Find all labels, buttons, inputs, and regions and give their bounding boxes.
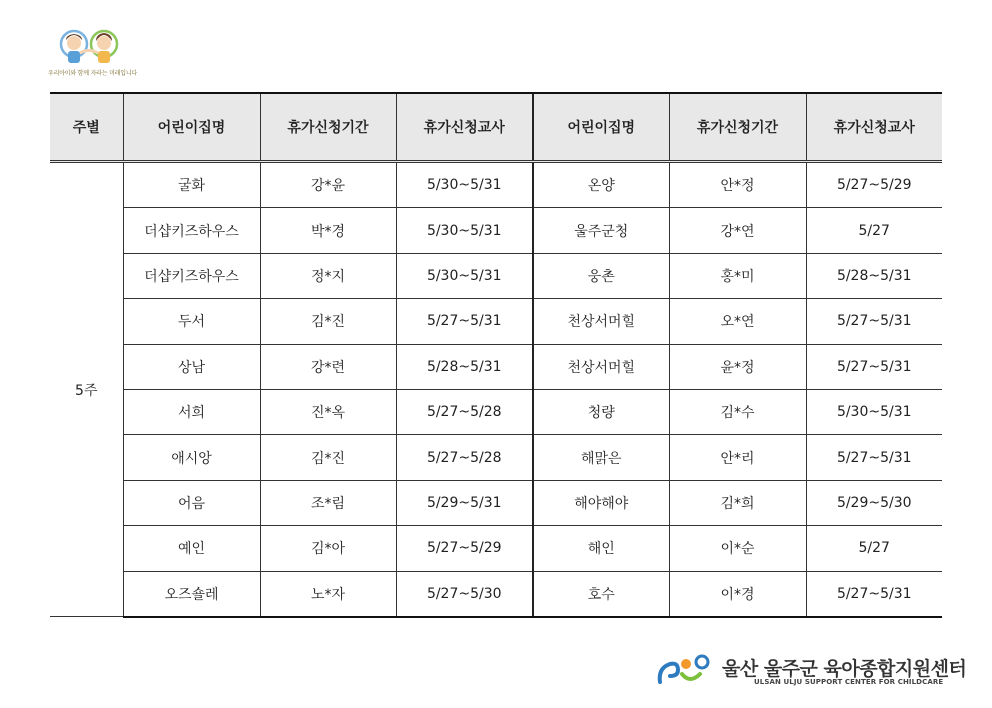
daycare-name: 오즈숄레 [123,571,260,617]
vacation-period: 5/27~5/29 [806,162,942,208]
week-cell: 5주 [50,162,123,617]
vacation-period: 5/30~5/31 [396,253,533,298]
vacation-period: 5/30~5/31 [396,162,533,208]
teacher-name: 정*지 [260,253,396,298]
vacation-period: 5/28~5/31 [806,253,942,298]
vacation-period: 5/27~5/30 [396,571,533,617]
vacation-period: 5/27~5/31 [396,299,533,344]
vacation-schedule-table [50,92,942,618]
table-row [50,344,942,389]
vacation-period: 5/30~5/31 [396,208,533,253]
daycare-name: 상남 [123,344,260,389]
daycare-name: 천상서머힐 [533,299,669,344]
table-row [50,526,942,571]
teacher-name: 오*연 [669,299,806,344]
daycare-name: 청량 [533,389,669,434]
center-logo-icon [656,652,712,688]
vacation-period: 5/29~5/30 [806,480,942,525]
teacher-name: 김*진 [260,299,396,344]
daycare-name: 예인 [123,526,260,571]
vacation-period: 5/27~5/31 [806,344,942,389]
daycare-name: 서희 [123,389,260,434]
vacation-period: 5/27 [806,208,942,253]
teacher-name: 안*정 [669,162,806,208]
vacation-period: 5/27~5/31 [806,299,942,344]
teacher-name: 김*진 [260,435,396,480]
vacation-period: 5/30~5/31 [806,389,942,434]
teacher-name: 김*희 [669,480,806,525]
vacation-period: 5/27~5/28 [396,389,533,434]
org-name: 울산 울주군 육아종합지원센터 [722,658,967,680]
daycare-name: 두서 [123,299,260,344]
vacation-period: 5/27 [806,526,942,571]
table-row [50,389,942,434]
footer-org-logo [656,652,967,692]
vacation-period: 5/27~5/31 [806,571,942,617]
daycare-name: 어음 [123,480,260,525]
table-row [50,162,942,208]
daycare-name: 웅촌 [533,253,669,298]
column-header-daycare-left: 어린이집명 [123,93,260,162]
daycare-name: 울주군청 [533,208,669,253]
daycare-name: 더샵키즈하우스 [123,208,260,253]
table-header-row [50,93,942,162]
teacher-name: 이*순 [669,526,806,571]
table-row [50,208,942,253]
column-header-daycare-right: 어린이집명 [533,93,669,162]
daycare-name: 애시앙 [123,435,260,480]
vacation-period: 5/29~5/31 [396,480,533,525]
teacher-name: 김*수 [669,389,806,434]
teacher-name: 김*아 [260,526,396,571]
teacher-name: 노*자 [260,571,396,617]
teacher-name: 조*림 [260,480,396,525]
table-row [50,571,942,617]
vacation-period: 5/27~5/29 [396,526,533,571]
column-header-teacher-right: 휴가신청기간 [669,93,806,162]
column-header-period-left: 휴가신청교사 [396,93,533,162]
daycare-name: 해인 [533,526,669,571]
daycare-name: 천상서머힐 [533,344,669,389]
column-header-teacher-left: 휴가신청기간 [260,93,396,162]
teacher-name: 안*리 [669,435,806,480]
teacher-name: 윤*정 [669,344,806,389]
vacation-period: 5/28~5/31 [396,344,533,389]
table-row [50,253,942,298]
vacation-period: 5/27~5/28 [396,435,533,480]
daycare-name: 해야해야 [533,480,669,525]
table-row [50,435,942,480]
teacher-name: 진*옥 [260,389,396,434]
column-header-period-right: 휴가신청교사 [806,93,942,162]
daycare-name: 더샵키즈하우스 [123,253,260,298]
daycare-name: 호수 [533,571,669,617]
org-name-english: ULSAN ULJU SUPPORT CENTER FOR CHILDCARE [754,678,944,686]
daycare-name: 온양 [533,162,669,208]
logo-tagline: 우리아이와 함께 자라는 미래입니다 [48,70,138,77]
teacher-name: 강*연 [669,208,806,253]
vacation-period: 5/27~5/31 [806,435,942,480]
teacher-name: 이*경 [669,571,806,617]
daycare-name: 굴화 [123,162,260,208]
column-header-week: 주별 [50,93,123,162]
teacher-name: 강*련 [260,344,396,389]
teacher-name: 박*경 [260,208,396,253]
table-row [50,480,942,525]
table-row [50,299,942,344]
teacher-name: 홍*미 [669,253,806,298]
teacher-name: 강*윤 [260,162,396,208]
daycare-name: 해맑은 [533,435,669,480]
